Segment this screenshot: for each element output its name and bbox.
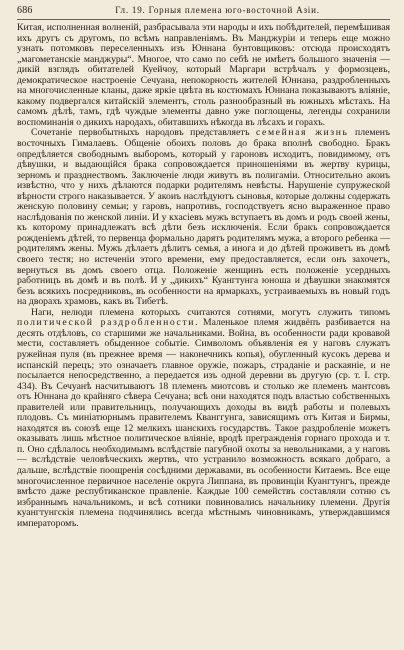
spaced-emphasis: политической раздробленности bbox=[17, 317, 196, 329]
body-text bbox=[17, 23, 390, 529]
paragraph-text: Китая, исполненная волненій, разбрасывала эти народы и ихъ побѣдителей, перемѣшивая ихъ другъ съ другомъ, по всѣмъ направленіямъ. Въ Манджуріи и теперь еще можно узнать потомковъ переселенныхъ изъ Юннана бунтовщиковъ: отсюда происходятъ „магометанскіе манджуры“. Многое, что само по себѣ не имѣетъ большого значенія — дикій взглядъ обитателей Куейчоу, который Маргари встрѣчалъ у формозцевъ, демократическое настроеніе Сечуана, непокорность жителей Юннана, раздробленныхъ на многочисленные кланы, даже яркіе цвѣта въ костюмахъ Юннана показываютъ вліяніе, какому подвергался китайскій элементъ, столь разнообразный въ южныхъ мѣстахъ. На самомъ дѣлѣ, тамъ, гдѣ чуждые элементы давно уже поглощены, легенды сохранили воспоминанія о дикихъ народахъ, обитавшихъ нѣкогда въ лѣсахъ и горахъ. bbox=[17, 22, 390, 128]
paragraph-text: Сочетаніе первобытныхъ народовъ представляетъ bbox=[31, 127, 257, 139]
spaced-emphasis: семейная жизнь bbox=[256, 127, 349, 139]
paragraph-text: племенъ восточныхъ Гималаевъ. Общеніе обоихъ половъ до брака вполнѣ свободно. Бракъ опредѣляется свободнымъ выборомъ, который у гароновъ исходитъ, повидимому, отъ дѣвушки, и выдающійся брака сопровождается приношеніями въ жертву курицы, зерномъ и празднествомъ. Заключеніе люди живутъ въ полигаміи. Относительно акоиъ извѣстно, что у нихъ дѣлаются подарки родителямъ невѣсты. Нарушеніе супружеской вѣрности строго наказывается. У акоиъ наслѣдуютъ сыновья, которые должны содержать женскую половину семьи; у гаровъ, напротивъ, господствуетъ ясно выраженное право наслѣдованія по женской линіи. И у кхасіевъ мужъ вступаетъ въ домъ и родъ своей жены, къ которому принадлежатъ всѣ дѣти безъ исключенія. Если бракъ сопровождается рожденіемъ дѣтей, то первенца формально дарятъ родителямъ мужа, а второго ребенка — родителямъ жены. Мужъ дѣлаетъ дѣлитъ семья, а инога и до дѣтей проживетъ въ домѣ своего тестя; но истеченіи этого времени, ему предоставляется, если онъ захочетъ, вернуться въ домъ своего отца. Положеніе женщинъ есть положеніе усердныхъ работницъ въ домѣ и въ полѣ. И у „дикихъ“ Куангтунга юноша и дѣвушки знакомятся безъ всякихъ посредниковъ, въ особенности на ярмаркахъ, устраиваемыхъ въ новый годъ на дворахъ храмовъ, какъ въ Тибетѣ. bbox=[17, 127, 390, 308]
paragraph-text: . Маленькое племя жидвёпъ разбивается на десять отдѣловъ, со старшими же начальниками. Война, въ особенности ради кровавой мести, составляетъ обыденное событіе. Символомъ объявленія ея у наговъ служатъ ружейная пуля (въ прежнее время — наконечникъ копья), обугленный кусокъ дерева и испанскій перецъ; это означаетъ главное оружіе, пожаръ, страданіе и раскаяніе, и не посылается непосредственно, а передается изъ одной деревни въ другую (ср. т. I. стр. 434). Въ Сечуанѣ насчитываютъ 18 племенъ миотсовъ и столько же племенъ мантсовъ отъ Юннана до крайняго сѣвера Сечуана; всѣ они находятся подъ властью собственныхъ правителей или правительницъ, получающихъ доходы въ видѣ работы и полевыхъ плодовъ. Съ миніатюрнымъ правителемъ Кванггунга, зависящимъ отъ Китая и Бирмы, находятся въ союзѣ еще 12 мелкихъ шанскихъ государствъ. Такое раздробленіе можетъ оказывать лишь мѣстное политическое вліяніе, вродѣ прегражденія горнаго прохода и т. п. Оно сдѣлалось необходимымъ вслѣдствіе пагубной охоты за невольниками, а у наговъ — вслѣдствіе человѣческихъ жертвъ, что устранило возможность всякаго добраго, а дальше, вслѣдствіе поощренія сосѣдними державами, въ особенности Китаемъ. Все еще многочисленное первичное населеніе округа Липпана, въ провинціи Куангтунгъ, прежде вмѣсто даже респубтиканское правленіе. Каждые 100 семействъ составляли сотню съ избраннымъ начальникомъ, и всѣ сотники повиновались начальнику племени. Другія куангтунгскія племена подчинялись всегда мѣстнымъ чиновникамъ, утверждавшимся императоромъ. bbox=[17, 317, 390, 529]
paragraph bbox=[17, 128, 390, 307]
paragraph-text: Наги, нелюди племена которыхъ считаются сотнями, могутъ служить типомъ bbox=[31, 306, 390, 318]
running-head bbox=[17, 5, 390, 20]
page-number: 686 bbox=[17, 5, 33, 16]
paragraph bbox=[17, 308, 390, 529]
paragraph bbox=[17, 23, 390, 128]
chapter-title: Гл. 19. Горныя племена юго-восточной Азіи. bbox=[115, 5, 320, 15]
